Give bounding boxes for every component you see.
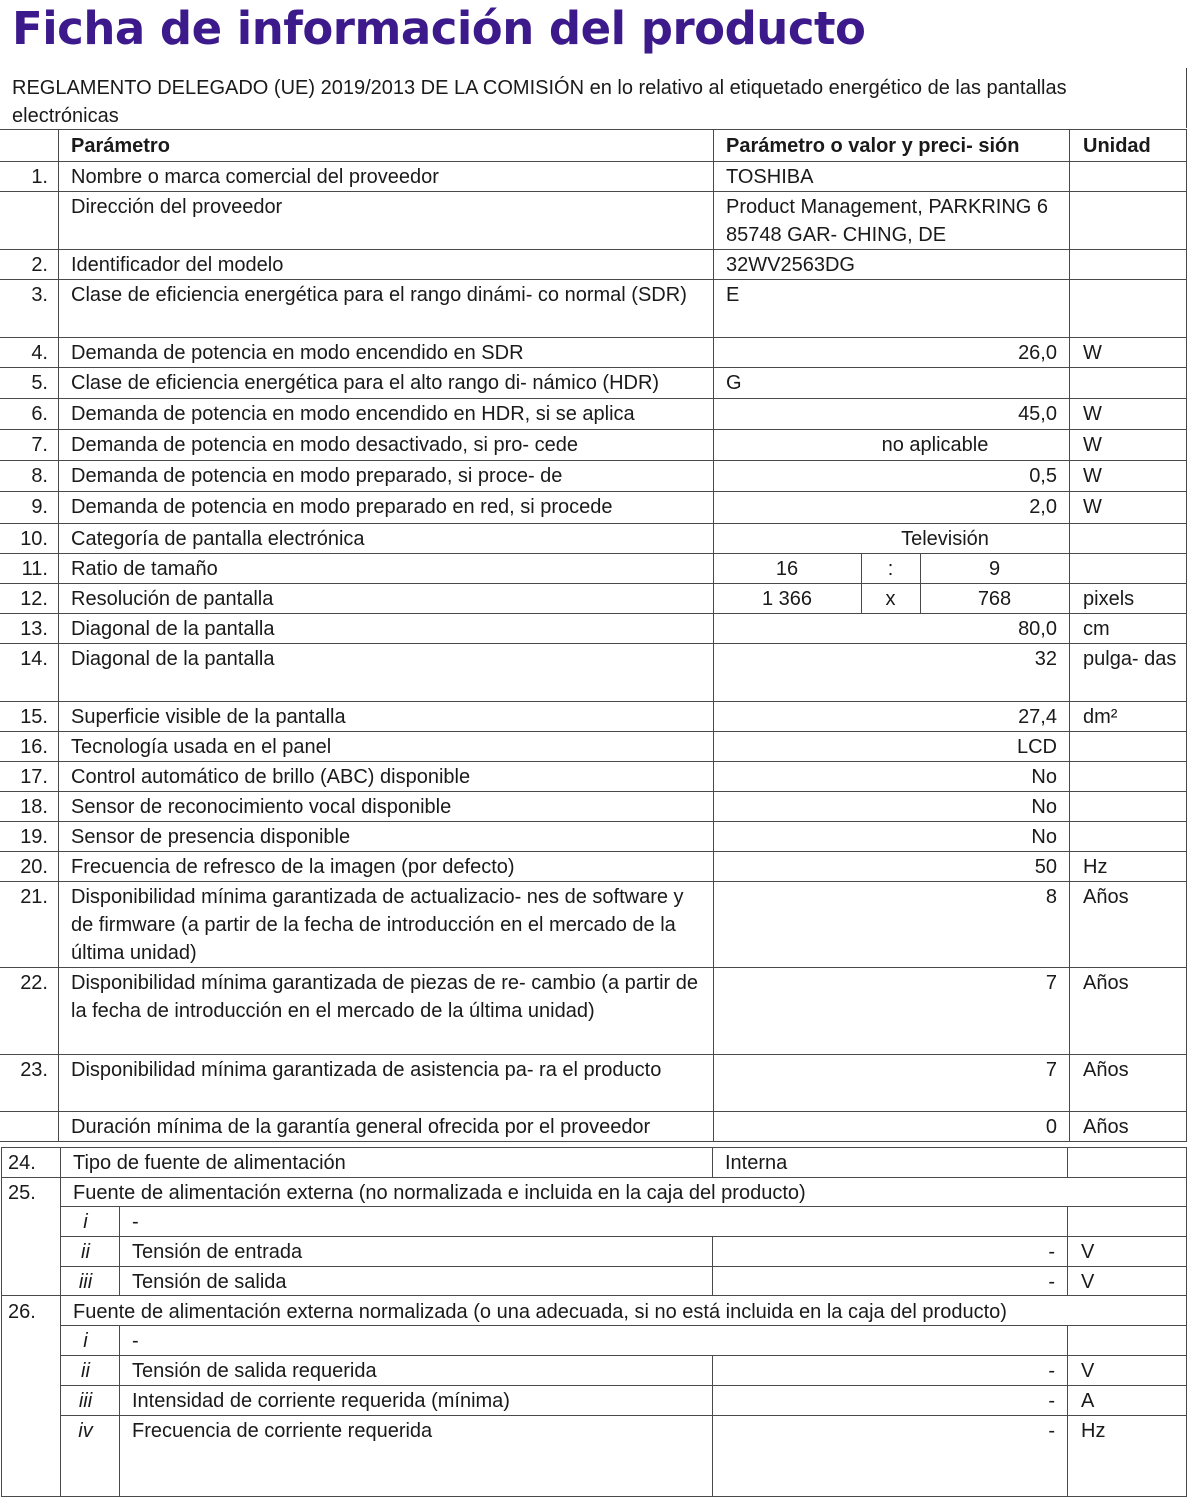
- row-value: Product Management, PARKRING 6 85748 GAR- CHING, DE: [726, 196, 1048, 246]
- row-value: E: [726, 284, 740, 306]
- table-rule: [119, 1325, 120, 1497]
- table-rule: [1186, 1147, 1187, 1497]
- row-value: LCD: [1016, 736, 1057, 758]
- row-number: 16.: [20, 736, 48, 758]
- row-parameter: Disponibilidad mínima garantizada de piezas de re- cambio (a partir de la fecha de introducción en el mercado de la última unidad): [71, 972, 698, 1022]
- row-number: 3.: [31, 284, 48, 306]
- sub-unit: Hz: [1081, 1420, 1106, 1442]
- table-rule: [0, 881, 1187, 882]
- sub-value: -: [1048, 1420, 1055, 1442]
- row-parameter: Dirección del proveedor: [71, 196, 283, 218]
- sub-index: iii: [78, 1390, 93, 1412]
- row-value: 32: [1034, 648, 1057, 670]
- row-number: 1.: [31, 166, 48, 188]
- table-rule: [0, 1111, 1187, 1112]
- header-parameter: Parámetro: [71, 135, 170, 157]
- row-parameter: Frecuencia de refresco de la imagen (por defecto): [71, 856, 515, 878]
- row-parameter: Clase de eficiencia energética para el rango dinámi- co normal (SDR): [71, 284, 687, 306]
- row-value: No: [1031, 796, 1057, 818]
- row-value: 0: [1045, 1116, 1057, 1138]
- ratio-separator: :: [887, 558, 894, 580]
- row-value: No: [1031, 826, 1057, 848]
- row-parameter: Identificador del modelo: [71, 254, 284, 276]
- row-parameter: Demanda de potencia en modo encendido en SDR: [71, 342, 524, 364]
- table-rule: [0, 398, 1187, 399]
- regulation-text: REGLAMENTO DELEGADO (UE) 2019/2013 DE LA COMISIÓN en lo relativo al etiquetado energético de las pantallas electrónicas: [12, 77, 1067, 127]
- table-rule: [0, 967, 1187, 968]
- row-parameter: Disponibilidad mínima garantizada de asistencia pa- ra el producto: [71, 1059, 662, 1081]
- sub-value: -: [1048, 1360, 1055, 1382]
- row-parameter: Demanda de potencia en modo preparado, si proce- de: [71, 465, 563, 487]
- row-unit: pixels: [1083, 588, 1135, 610]
- sub-unit: A: [1081, 1390, 1095, 1412]
- table-rule: [1, 1496, 1187, 1497]
- row-unit: cm: [1083, 618, 1110, 640]
- row-parameter: Clase de eficiencia energética para el alto rango di- námico (HDR): [71, 372, 660, 394]
- row-value: Interna: [725, 1152, 788, 1174]
- table-rule: [1067, 1147, 1068, 1177]
- table-rule: [60, 1325, 1186, 1326]
- row-parameter: Nombre o marca comercial del proveedor: [71, 166, 439, 188]
- row-value: 27,4: [1018, 706, 1057, 728]
- row-number: 14.: [20, 648, 48, 670]
- row-number: 17.: [20, 766, 48, 788]
- sub-value: -: [1048, 1241, 1055, 1263]
- row-parameter: Demanda de potencia en modo preparado en red, si procede: [71, 496, 613, 518]
- row-number: 22.: [20, 972, 48, 994]
- row-unit: pulga- das: [1083, 648, 1177, 670]
- table-rule: [0, 523, 1187, 524]
- ratio-value-2: 768: [977, 588, 1012, 610]
- row-number: 23.: [20, 1059, 48, 1081]
- table-rule: [60, 1355, 1186, 1356]
- sub-value: -: [1048, 1271, 1055, 1293]
- table-rule: [60, 1266, 1186, 1267]
- table-rule: [1, 1147, 2, 1497]
- ratio-separator: x: [885, 588, 896, 610]
- row-number: 10.: [20, 528, 48, 550]
- table-rule: [0, 851, 1187, 852]
- page-title: Ficha de información del producto: [12, 2, 866, 55]
- row-value: no aplicable: [881, 434, 989, 456]
- ratio-value-2: 9: [988, 558, 1001, 580]
- row-number: 19.: [20, 826, 48, 848]
- sub-label: Tensión de salida: [132, 1271, 287, 1293]
- row-number: 8.: [31, 465, 48, 487]
- ratio-value-1: 16: [775, 558, 799, 580]
- row-parameter: Demanda de potencia en modo desactivado, si pro- cede: [71, 434, 578, 456]
- sub-label: Intensidad de corriente requerida (mínima): [132, 1390, 510, 1412]
- row-unit: Años: [1083, 1059, 1129, 1081]
- row-number: 25.: [8, 1182, 36, 1204]
- sub-index: iii: [78, 1271, 93, 1293]
- row-value: 2,0: [1029, 496, 1057, 518]
- table-rule: [1, 1177, 1187, 1178]
- table-rule: [60, 1415, 1186, 1416]
- row-value: 0,5: [1029, 465, 1057, 487]
- row-unit: Hz: [1083, 856, 1108, 878]
- row-parameter: Categoría de pantalla electrónica: [71, 528, 365, 550]
- row-number: 2.: [31, 254, 48, 276]
- row-value: No: [1031, 766, 1057, 788]
- sub-index: ii: [81, 1360, 90, 1382]
- row-unit: dm²: [1083, 706, 1118, 728]
- row-parameter: Demanda de potencia en modo encendido en HDR, si se aplica: [71, 403, 635, 425]
- table-rule: [60, 1236, 1186, 1237]
- section-title: Fuente de alimentación externa normalizada (o una adecuada, si no está incluida en la caja del producto): [73, 1301, 1007, 1323]
- sub-label: Tensión de salida requerida: [132, 1360, 377, 1382]
- row-number: 5.: [31, 372, 48, 394]
- table-rule: [1186, 129, 1187, 1141]
- table-rule: [0, 731, 1187, 732]
- table-rule: [0, 491, 1187, 492]
- row-value: TOSHIBA: [726, 166, 814, 188]
- sub-label: -: [132, 1211, 139, 1233]
- sub-index: i: [83, 1330, 88, 1352]
- row-value: 45,0: [1018, 403, 1057, 425]
- row-value: 50: [1034, 856, 1057, 878]
- row-parameter: Sensor de reconocimiento vocal disponible: [71, 796, 452, 818]
- ratio-value-1: 1 366: [761, 588, 813, 610]
- table-rule: [0, 1054, 1187, 1055]
- sub-unit: V: [1081, 1360, 1095, 1382]
- row-number: 18.: [20, 796, 48, 818]
- row-parameter: Resolución de pantalla: [71, 588, 274, 610]
- row-parameter: Duración mínima de la garantía general ofrecida por el proveedor: [71, 1116, 651, 1138]
- table-rule: [0, 129, 1187, 130]
- row-number: 12.: [20, 588, 48, 610]
- table-rule: [0, 553, 1187, 554]
- row-parameter: Superficie visible de la pantalla: [71, 706, 346, 728]
- table-rule: [0, 367, 1187, 368]
- row-number: 21.: [20, 886, 48, 908]
- table-rule: [0, 249, 1187, 250]
- row-unit: W: [1083, 434, 1102, 456]
- row-parameter: Tecnología usada en el panel: [71, 736, 332, 758]
- table-rule: [0, 460, 1187, 461]
- row-parameter: Diagonal de la pantalla: [71, 648, 275, 670]
- table-rule: [1067, 1206, 1068, 1296]
- table-rule: [60, 1385, 1186, 1386]
- table-rule: [1069, 129, 1070, 1141]
- row-value: 80,0: [1018, 618, 1057, 640]
- sub-index: iv: [78, 1420, 93, 1442]
- row-value: 32WV2563DG: [726, 254, 855, 276]
- row-value: 26,0: [1018, 342, 1057, 364]
- table-rule: [0, 337, 1187, 338]
- sub-unit: V: [1081, 1271, 1095, 1293]
- row-value: G: [726, 372, 742, 394]
- table-rule: [1067, 1325, 1068, 1497]
- row-unit: Años: [1083, 886, 1129, 908]
- table-rule: [0, 701, 1187, 702]
- row-value: 7: [1045, 1059, 1057, 1081]
- row-value: 8: [1045, 886, 1057, 908]
- table-rule: [0, 643, 1187, 644]
- row-unit: W: [1083, 342, 1102, 364]
- row-number: 6.: [31, 403, 48, 425]
- table-rule: [119, 1206, 120, 1296]
- table-rule: [0, 161, 1187, 162]
- table-rule: [0, 429, 1187, 430]
- header-value: Parámetro o valor y preci- sión: [726, 135, 1020, 157]
- sub-index: i: [83, 1211, 88, 1233]
- sub-label: Frecuencia de corriente requerida: [132, 1420, 433, 1442]
- row-number: 4.: [31, 342, 48, 364]
- section-title: Fuente de alimentación externa (no normalizada e incluida en la caja del producto): [73, 1182, 806, 1204]
- sub-value: -: [1048, 1390, 1055, 1412]
- sub-label: -: [132, 1330, 139, 1352]
- table-rule: [0, 613, 1187, 614]
- table-rule: [58, 129, 59, 1141]
- row-unit: W: [1083, 465, 1102, 487]
- table-rule: [0, 279, 1187, 280]
- row-number: 15.: [20, 706, 48, 728]
- row-number: 9.: [31, 496, 48, 518]
- row-unit: W: [1083, 403, 1102, 425]
- table-rule: [0, 791, 1187, 792]
- row-number: 13.: [20, 618, 48, 640]
- sub-unit: V: [1081, 1241, 1095, 1263]
- sub-index: ii: [81, 1241, 90, 1263]
- table-rule: [0, 761, 1187, 762]
- row-parameter: Tipo de fuente de alimentación: [73, 1152, 346, 1174]
- row-number: 20.: [20, 856, 48, 878]
- row-unit: Años: [1083, 972, 1129, 994]
- table-rule: [1, 1147, 1187, 1148]
- header-unit: Unidad: [1083, 135, 1151, 157]
- table-rule: [0, 821, 1187, 822]
- row-number: 11.: [21, 558, 48, 580]
- table-rule: [712, 1147, 713, 1177]
- row-parameter: Ratio de tamaño: [71, 558, 218, 580]
- table-rule: [0, 1141, 1187, 1142]
- row-parameter: Sensor de presencia disponible: [71, 826, 351, 848]
- table-rule: [60, 1206, 1186, 1207]
- row-parameter: Control automático de brillo (ABC) disponible: [71, 766, 471, 788]
- table-rule: [0, 583, 1187, 584]
- row-number: 7.: [31, 434, 48, 456]
- row-unit: W: [1083, 496, 1102, 518]
- regulation-intro: [0, 68, 1187, 128]
- row-number: 26.: [8, 1301, 36, 1323]
- row-number: 24.: [8, 1152, 36, 1174]
- row-value: 7: [1045, 972, 1057, 994]
- row-parameter: Disponibilidad mínima garantizada de actualizacio- nes de software y de firmware (a partir de la fecha de introducción en el mercado de la última unidad): [71, 886, 684, 964]
- row-parameter: Diagonal de la pantalla: [71, 618, 275, 640]
- row-value: Televisión: [901, 528, 989, 550]
- sub-label: Tensión de entrada: [132, 1241, 303, 1263]
- row-unit: Años: [1083, 1116, 1129, 1138]
- table-rule: [0, 191, 1187, 192]
